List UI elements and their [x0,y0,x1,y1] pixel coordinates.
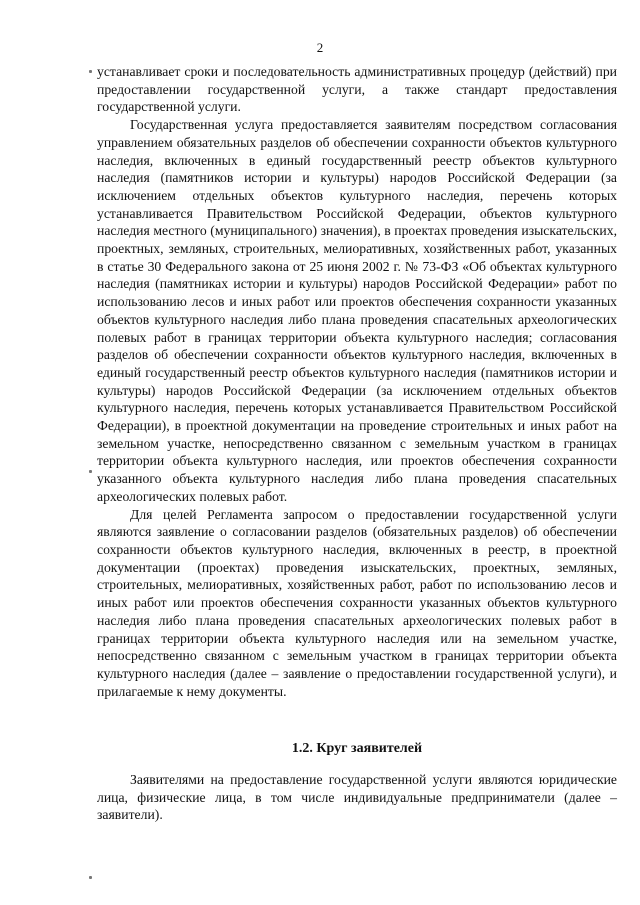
scan-speck [89,70,92,73]
section-body [97,771,617,824]
scan-speck [89,470,92,473]
paragraph-request-definition: Для целей Регламента запросом о предоставлении государственной услуги являются заявление о согласовании разделов (обязательных разделов) об обеспечении сохранности объектов культурного наследия, включенных в реестр, в проектной документации (проектах) проведения изыскательских, проектных, земляных, строительных, мелиоративных, хозяйственных работ, работ по использованию лесов и иных работ или проектов обеспечения сохранности указанных объектов культурного наследия либо плана проведения спасательных археологических полевых работ в границах территории объекта культурного наследия или на земельном участке, непосредственно связанном с земельным участком в границах территории объекта культурного наследия (далее – заявление о предоставлении государственной услуги), и прилагаемые к нему документы. [97,506,617,699]
document-body [97,63,617,700]
paragraph-service-description: Государственная услуга предоставляется заявителям посредством согласования управлением обязательных разделов об обеспечении сохранности объектов культурного наследия, включенных в единый государственный реестр объектов культурного наследия (памятников истории и культуры) народов Российской Федерации (за исключением отдельных объектов культурного наследия, перечень которых устанавливается Правительством Российской Федерации, объектов культурного наследия местного (муниципального) значения), в проектах проведения изыскательских, проектных, земляных, строительных, мелиоративных, хозяйственных работ, указанных в статье 30 Федерального закона от 25 июня 2002 г. № 73-ФЗ «Об объектах культурного наследия (памятниках истории и культуры) народов Российской Федерации» работ по использованию лесов и иных работ или проектов обеспечения сохранности указанных объектов культурного наследия либо плана проведения спасательных археологических полевых работ в границах территории объекта культурного наследия; согласования разделов об обеспечении сохранности объектов культурного наследия, включенных в единый государственный реестр объектов культурного наследия (памятников истории и культуры) народов Российской Федерации (за исключением отдельных объектов культурного наследия, перечень которых устанавливается Правительством Российской Федерации), в проектной документации на проведение строительных и иных работ на земельном участке, непосредственно связанном с земельным участком в границах территории объекта культурного наследия, или проектов обеспечения сохранности указанного объекта культурного наследия либо плана проведения спасательных археологических полевых работ. [97,117,617,504]
paragraph-applicants: Заявителями на предоставление государственной услуги являются юридические лица, физические лица, в том числе индивидуальные предприниматели (далее – заявители). [97,772,617,823]
page-number: 2 [316,40,324,55]
paragraph-intro: устанавливает сроки и последовательность административных процедур (действий) при предоставлении государственной услуги, а также стандарт предоставления государственной услуги. [97,64,617,115]
section-heading: 1.2. Круг заявителей [291,741,423,756]
scan-speck [89,876,92,879]
